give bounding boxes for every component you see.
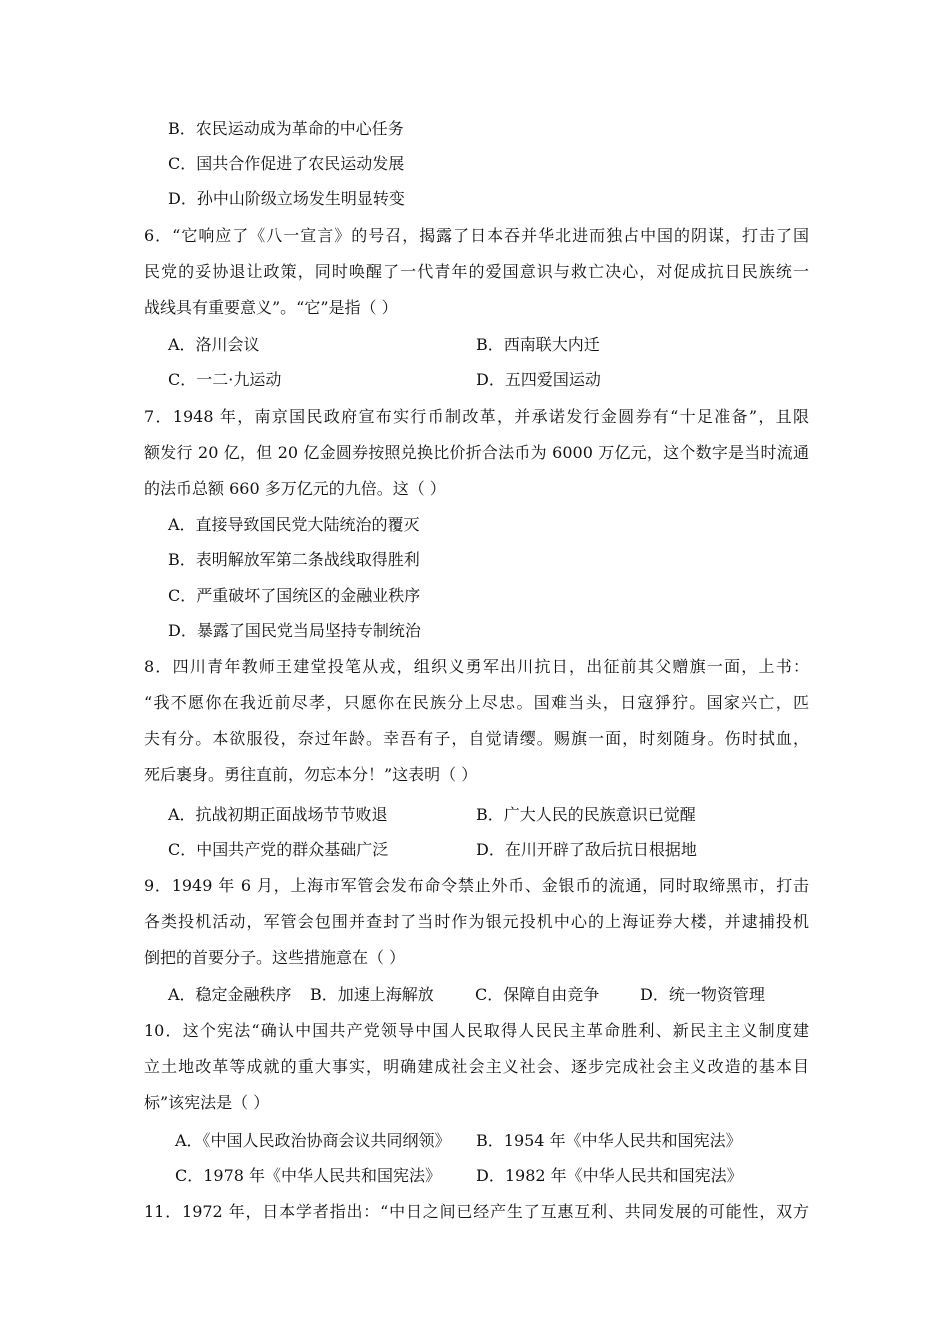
q7-option-c: C．严重破坏了国统区的金融业秩序	[168, 586, 421, 605]
q9-option-d: D．统一物资管理	[640, 985, 765, 1004]
q8-stem-line4: 死后裹身。勇往直前，勿忘本分！”这表明（ ）	[144, 765, 478, 784]
q5-option-b: B．农民运动成为革命的中心任务	[168, 119, 404, 138]
q11-stem-line1: 11．1972 年，日本学者指出：“中日之间已经产生了互惠互利、共同发展的可能性，双方	[144, 1202, 809, 1221]
q8-option-d: D．在川开辟了敌后抗日根据地	[476, 840, 697, 859]
q8-option-a: A．抗战初期正面战场节节败退	[168, 805, 388, 824]
q6-stem-line1: 6．“它响应了《八一宣言》的号召，揭露了日本吞并华北进而独占中国的阴谋，打击了国	[144, 226, 809, 245]
q8-stem-line1: 8．四川青年教师王建堂投笔从戎，组织义勇军出川抗日，出征前其父赠旗一面，上书：	[144, 657, 809, 676]
q9-stem-line3: 倒把的首要分子。这些措施意在（ ）	[144, 948, 406, 967]
q7-option-d: D．暴露了国民党当局坚持专制统治	[168, 621, 421, 640]
q6-stem-line2: 民党的妥协退让政策，同时唤醒了一代青年的爱国意识与救亡决心，对促成抗日民族统一	[144, 262, 809, 281]
q6-option-b: B．西南联大内迁	[476, 335, 600, 354]
q7-option-b: B．表明解放军第二条战线取得胜利	[168, 550, 420, 569]
q10-stem-line2: 立土地改革等成就的重大事实，明确建成社会主义社会、逐步完成社会主义改造的基本目	[144, 1057, 809, 1076]
q6-option-a: A．洛川会议	[168, 335, 260, 354]
q9-stem-line1: 9．1949 年 6 月，上海市军管会发布命令禁止外币、金银币的流通，同时取缔黑市，打击	[144, 876, 809, 895]
q6-stem-line3: 战线具有重要意义”。“它”是指（ ）	[144, 298, 398, 317]
q10-option-d: D．1982 年《中华人民共和国宪法》	[476, 1166, 743, 1185]
q10-option-c: C．1978 年《中华人民共和国宪法》	[175, 1166, 442, 1185]
q5-option-d: D．孙中山阶级立场发生明显转变	[168, 189, 405, 208]
q8-stem-line3: 夫有分。本欲服役，奈过年龄。幸吾有子，自觉请缨。赐旗一面，时刻随身。伤时拭血，	[144, 729, 809, 748]
q7-stem-line3: 的法币总额 660 多万亿元的九倍。这（ ）	[144, 479, 446, 498]
q9-option-a: A．稳定金融秩序	[168, 985, 292, 1004]
q8-option-b: B．广大人民的民族意识已觉醒	[476, 805, 696, 824]
q8-stem-line2: “我不愿你在我近前尽孝，只愿你在民族分上尽忠。国难当头，日寇猙狞。国家兴亡，匹	[144, 693, 809, 712]
q5-option-c: C．国共合作促进了农民运动发展	[168, 154, 405, 173]
q6-option-d: D．五四爱国运动	[476, 370, 601, 389]
q10-option-a: A．《中国人民政治协商会议共同纲领》	[175, 1131, 451, 1150]
q7-stem-line1: 7．1948 年，南京国民政府宣布实行币制改革，并承诺发行金圆券有“十足准备”，且限	[144, 407, 809, 426]
q9-stem-line2: 各类投机活动，军管会包围并查封了当时作为银元投机中心的上海证券大楼，并逮捕投机	[144, 912, 809, 931]
q10-stem-line1: 10．这个宪法“确认中国共产党领导中国人民取得人民民主革命胜利、新民主主义制度建	[144, 1021, 809, 1040]
q9-option-c: C．保障自由竞争	[475, 985, 600, 1004]
q10-option-b: B．1954 年《中华人民共和国宪法》	[476, 1131, 742, 1150]
q6-option-c: C．一二·九运动	[168, 370, 282, 389]
q9-option-b: B．加速上海解放	[310, 985, 434, 1004]
q7-stem-line2: 额发行 20 亿，但 20 亿金圆券按照兑换比价折合法币为 6000 万亿元，这个数字是当时流通	[144, 443, 809, 462]
q10-stem-line3: 标”该宪法是（ ）	[144, 1093, 270, 1112]
q8-option-c: C．中国共产党的群众基础广泛	[168, 840, 389, 859]
q7-option-a: A．直接导致国民党大陆统治的覆灭	[168, 515, 420, 534]
